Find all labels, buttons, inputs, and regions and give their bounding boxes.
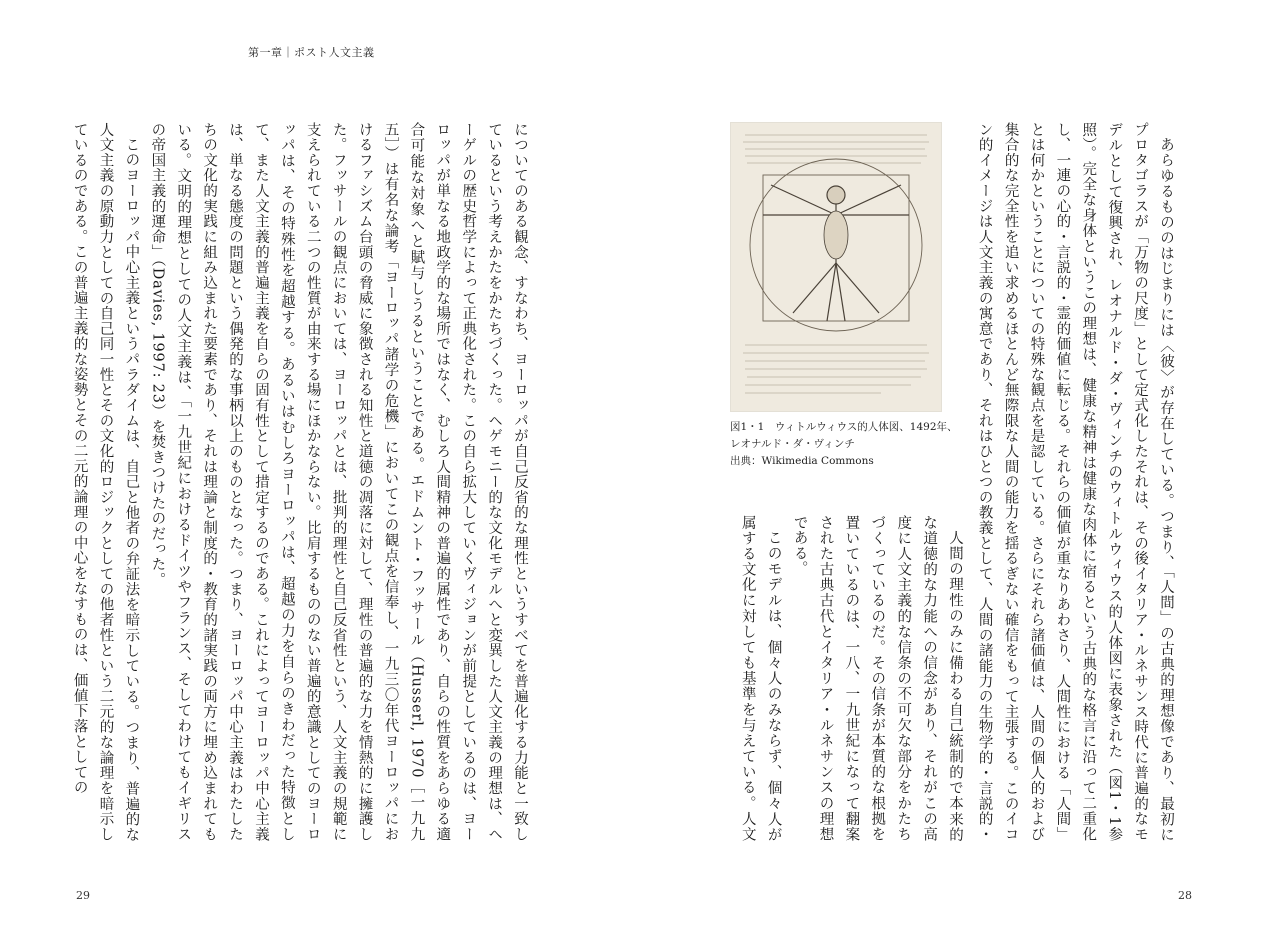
right-paragraph-3: このモデルは、個々人のみならず、個々人が属する文化に対しても基準を与えている。人文	[739, 515, 782, 842]
figure-caption	[730, 419, 968, 470]
vitruvian-man-image	[731, 123, 941, 411]
caption-line-2: レオナルド・ダ・ヴィンチ	[730, 438, 855, 450]
page-number-left: 29	[76, 889, 90, 902]
right-paragraph-1: あらゆるもののはじまりには〈彼〉が存在している。つまり、「人間」の古典的理想像であり、最初にプロタゴラスが「万物の尺度」として定式化したそれは、その後イタリア・ルネサンス時代に普遍的なモデルとして復興され、レオナルド・ダ・ヴィンチのウィトルウィウス的人体図に表象された（図1・1参照）。完全な身体というこの理想は、健康な精神は健康な肉体に宿るという古典的な格言に沿って二重化し、一連の心的・言説的・霊的価値に転じる。それらの価値が重なりあわさり、人間性における「人間」とは何かということについての特殊な観点を是認している。さらにそれら諸価値は、人間の個人的および集合的な完全性を追い求めるほとんど無際限な人間の能力を揺るぎない確信をもって主張する。このイコン的イメージは人文主義の寓意であり、それはひとつの教義として、人間の諸能力の生物学的・言説的・	[976, 122, 1174, 842]
page-number-right: 28	[1178, 889, 1192, 902]
caption-line-1: 図1・1 ウィトルウィウス的人体図、1492年、	[730, 421, 958, 433]
running-head: 第一章｜ポスト人文主義	[248, 46, 375, 59]
right-page-body-top	[968, 122, 1178, 842]
figure-vitruvian-man	[730, 122, 942, 412]
left-paragraph-1: についてのある観念、すなわち、ヨーロッパが自己反省的な理性というすべてを普遍化する力能と一致しているという考えかたをかたちづくった。ヘゲモニー的な文化モデルへと変異した人文主義の理想は、ヘーゲルの歴史哲学によって正典化された。この自ら拡大していくヴィジョンが前提としているのは、ヨーロッパが単なる地政学的な場所ではなく、むしろ人間精神の普遍的属性であり、自らの性質をあらゆる適合可能な対象へと賦与しうるということである。エドムント・フッサール（Husserl, 1970［一九九五］）は有名な論考「ヨーロッパ諸学の危機」においてこの観点を信奉し、一九三〇年代ヨーロッパにおけるファシズム台頭の脅威に象徴される知性と道徳の凋落に対して、理性の普遍的な力を情熱的に擁護した。フッサールの観点においては、ヨーロッパとは、批判的理性と自己反省性という、人文主義の規範に支えられている二つの性質が由来する場にほかならない。比肩するもののない普遍的意識としてのヨーロッパは、その特殊性を超越する。あるいはむしろヨーロッパは、超越の力を自らのきわだった特徴として、また人文主義的普遍主義を自らの固有性として措定するのである。これによってヨーロッパ中心主義は、単なる態度の問題という偶発的な事柄以上のものとなった。つまり、ヨーロッパ中心主義はわたしたちの文化的実践に組み込まれた要素であり、それは理論と制度的・教育的諸実践の両方に埋め込まれてもいる。文明的理想としての人文主義は、「一九世紀におけるドイツやフランス、そしてわけてもイギリスの帝国主義的運命」（Davies, 1997: 23）を焚きつけたのだった。	[149, 122, 528, 842]
caption-source: 出典：Wikimedia Commons	[730, 455, 874, 467]
right-page-body-bottom	[735, 515, 967, 842]
right-paragraph-2: 人間の理性のみに備わる自己統制的で本来的な道徳的な力能への信念があり、それがこの高度に人文主義的な信条の不可欠な部分をかたちづくっているのだ。その信条が本質的な根拠を置いているのは、一八、一九世紀になって翻案された古典古代とイタリア・ルネサンスの理想である。	[791, 515, 963, 842]
left-paragraph-2: このヨーロッパ中心主義というパラダイムは、自己と他者の弁証法を暗示している。つまり、普遍的な人文主義の原動力としての自己同一性とその文化的ロジックとしての他者性という二元的な論理を暗示しているのである。この普遍主義的な姿勢とその二元的論理の中心をなすものは、価値下落としての	[71, 122, 140, 842]
